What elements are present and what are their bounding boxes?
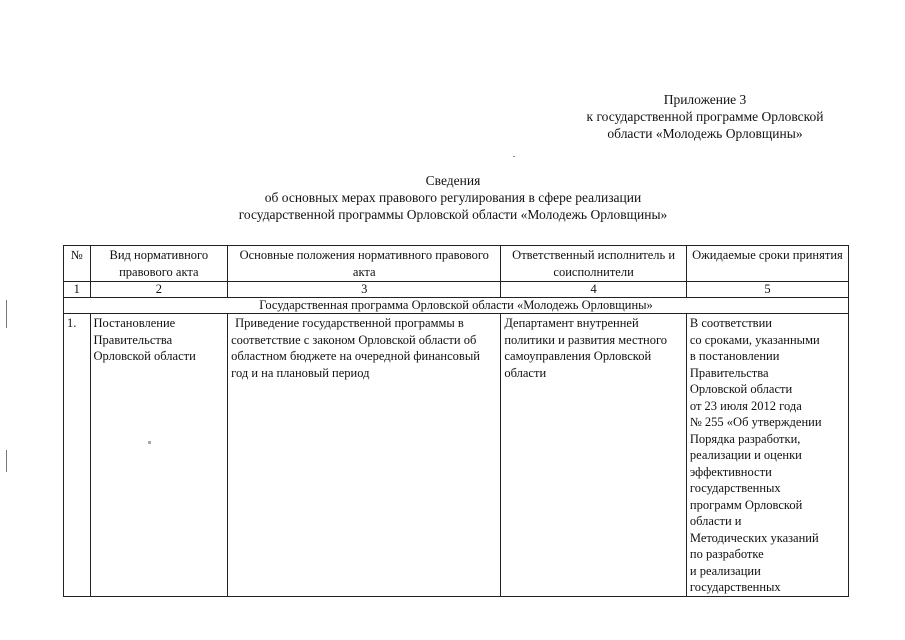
header-number: № [64, 246, 91, 282]
row-executor: Департамент внутренней политики и развития местного самоуправления Орловской области [501, 314, 687, 597]
table-row [64, 314, 849, 597]
column-number: 5 [686, 282, 848, 298]
column-number: 4 [501, 282, 687, 298]
appendix-note [560, 91, 850, 142]
header-deadline: Ожидаемые сроки принятия [686, 246, 848, 282]
appendix-line-1: Приложение 3 [663, 92, 747, 107]
column-number: 3 [228, 282, 501, 298]
section-title: Государственная программа Орловской области «Молодежь Орловщины» [64, 298, 849, 314]
document-heading [140, 172, 766, 223]
column-number: 2 [90, 282, 228, 298]
header-executor: Ответственный исполнитель и соисполнители [501, 246, 687, 282]
scan-edge-mark [6, 300, 7, 328]
heading-line-1: Сведения [425, 173, 481, 188]
section-row [64, 298, 849, 314]
row-act-type: Постановление Правительства Орловской области [90, 314, 228, 597]
column-number: 1 [64, 282, 91, 298]
header-act-type: Вид нормативного правового акта [90, 246, 228, 282]
appendix-line-3: области «Молодежь Орловщины» [607, 126, 803, 141]
scan-speck [513, 156, 515, 157]
scan-speck [148, 441, 151, 444]
heading-line-3: государственной программы Орловской области «Молодежь Орловщины» [238, 207, 668, 222]
appendix-line-2: к государственной программе Орловской [586, 109, 824, 124]
row-number: 1. [64, 314, 91, 597]
table-header-row [64, 246, 849, 282]
row-deadline: В соответствии со сроками, указанными в постановлении Правительства Орловской области от 23 июля 2012 года № 255 «Об утверждении Порядка разработки, реализации и оценки эффективности государственных программ Орловской области и Методических указаний по разработке и реализации государственных [686, 314, 848, 597]
header-provisions: Основные положения нормативного правового акта [228, 246, 501, 282]
scan-edge-mark [6, 450, 7, 472]
heading-line-2: об основных мерах правового регулирования в сфере реализации [264, 190, 642, 205]
column-number-row [64, 282, 849, 298]
row-provisions: Приведение государственной программы в соответствие с законом Орловской области об областном бюджете на очередной финансовый год и на плановый период [228, 314, 501, 597]
regulation-table [63, 245, 849, 597]
